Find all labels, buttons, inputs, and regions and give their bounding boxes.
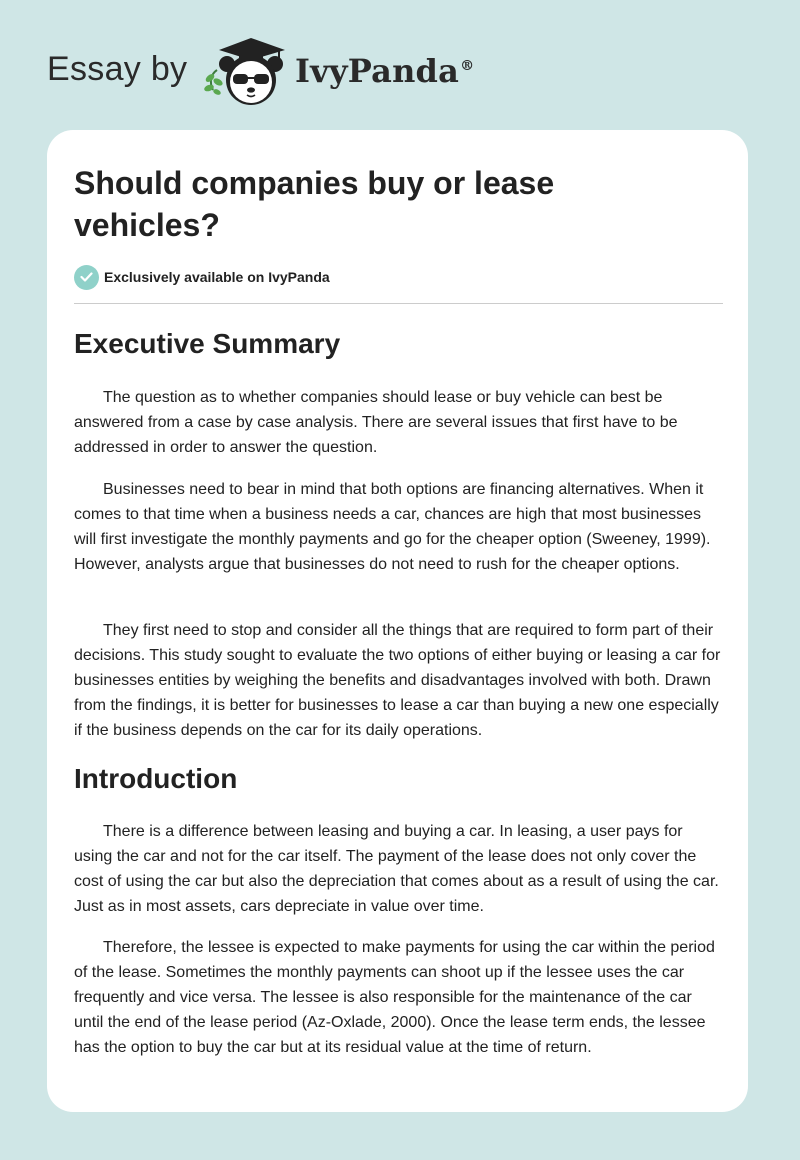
brand-name[interactable] <box>295 52 474 90</box>
registered-mark: ® <box>460 58 475 75</box>
divider <box>74 303 723 304</box>
paragraph: Therefore, the lessee is expected to make payments for using the car within the period of the lease. Sometimes the monthly payments can shoot up if the lessee uses the car frequently and vice versa. The lessee is also responsible for the maintenance of the car until the end of the lease period (Az-Oxlade, 2000). Once the lease term ends, the lessee has the option to buy the car but at its residual value at the time of return. <box>74 939 715 1056</box>
paragraph: The question as to whether companies should lease or buy vehicle can best be answered from a case by case analysis. There are several issues that first have to be addressed in order to answer the question. <box>74 389 678 456</box>
essay-card <box>47 130 748 1112</box>
exclusive-label: Exclusively available on IvyPanda <box>104 269 330 285</box>
essay-title: Should companies buy or lease vehicles? <box>74 165 555 243</box>
paragraph: They first need to stop and consider all the things that are required to form part of their decisions. This study sought to evaluate the two options of either buying or leasing a car for businesses entities by weighing the benefits and disadvantages involved with both. Drawn from the findings, it is better for businesses to lease a car than buying a new one especially if the business depends on the car for its daily operations. <box>74 622 721 739</box>
panda-logo-icon[interactable] <box>199 34 291 108</box>
check-icon <box>74 265 99 290</box>
section-heading-executive-summary: Executive Summary <box>74 328 341 359</box>
panda-logo-graphic <box>199 34 291 108</box>
site-header <box>47 34 475 108</box>
section-heading-introduction: Introduction <box>74 763 238 794</box>
brand-name-text: IvyPanda <box>295 52 460 90</box>
paragraph: There is a difference between leasing and buying a car. In leasing, a user pays for using the car and not for the car itself. The payment of the lease does not only cover the cost of using the car but also the depreciation that comes about as a result of using the car. Just as in most assets, cars depreciate in value over time. <box>74 823 719 915</box>
exclusive-badge <box>74 264 330 290</box>
essay-by-label: Essay by <box>47 50 188 88</box>
paragraph: Businesses need to bear in mind that both options are financing alternatives. When it comes to that time when a business needs a car, chances are high that most businesses will first investigate the monthly payments and go for the cheaper option (Sweeney, 1999). However, analysts argue that businesses do not need to rush for the cheaper options. <box>74 481 711 573</box>
